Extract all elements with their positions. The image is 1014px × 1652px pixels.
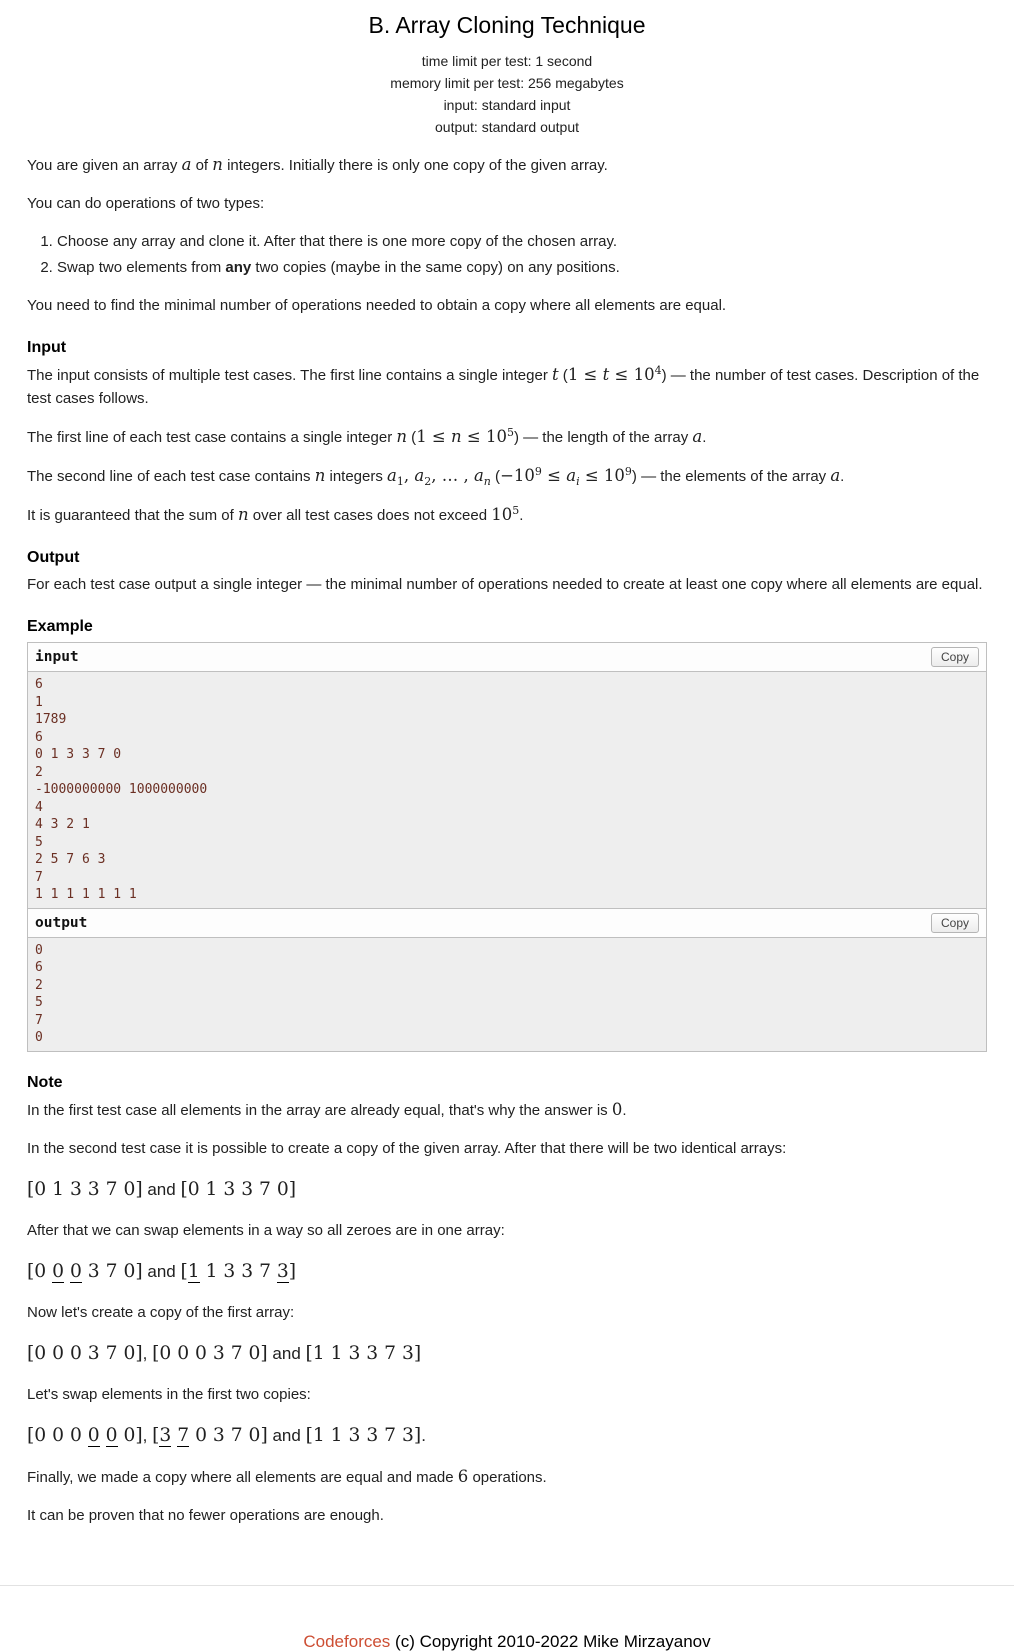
code-line: 2 5 7 6 3 xyxy=(35,852,106,867)
note-paragraph: In the first test case all elements in the array are already equal, that's why the answer is 0. xyxy=(27,1099,627,1119)
operation-item: 2. Swap two elements from any two copies (maybe in the same copy) on any positions. xyxy=(57,256,987,279)
code-line: 0 xyxy=(35,942,43,958)
example-section-title: Example xyxy=(27,618,93,635)
codeforces-link[interactable]: Codeforces xyxy=(303,1631,391,1651)
code-line: 4 3 2 1 xyxy=(35,817,90,832)
sample-output-header xyxy=(28,909,986,938)
sample-input-body xyxy=(28,672,986,909)
note-array-line: [0 1 3 3 7 0] and [0 1 3 3 7 0] xyxy=(27,1178,297,1200)
memory-limit: memory limit per test: 256 megabytes xyxy=(390,75,624,91)
note-paragraph: In the second test case it is possible to create a copy of the given array. After that there will be two identical arrays: xyxy=(27,1139,787,1157)
note-paragraph: Finally, we made a copy where all elements are equal and made 6 operations. xyxy=(27,1466,547,1486)
sample-output-label: output xyxy=(35,914,88,931)
code-line: 0 1 3 3 7 0 xyxy=(35,747,122,762)
footer xyxy=(0,1586,1014,1652)
footer-copyright-text: (c) Copyright 2010-2022 Mike Mirzayanov xyxy=(390,1631,711,1651)
output-spec-paragraph: For each test case output a single integer — the minimal number of operations needed to create at least one copy where all elements are equal. xyxy=(27,576,983,593)
code-line: 0 xyxy=(35,1030,43,1045)
statement-paragraph: You need to find the minimal number of operations needed to obtain a copy where all elements are equal. xyxy=(27,297,727,314)
code-line: 7 xyxy=(35,1012,43,1028)
code-line: 5 xyxy=(35,995,43,1010)
note-array-line: [0 0 0 0 0 0], [3 7 0 3 7 0] and [1 1 3 3 7 3]. xyxy=(27,1424,426,1446)
statement-paragraph: You are given an array a of n integers. Initially there is only one copy of the given array. xyxy=(27,155,608,174)
problem-title: B. Array Cloning Technique xyxy=(368,12,646,38)
note-array-line: [0 0 0 3 7 0], [0 0 0 3 7 0] and [1 1 3 3 7 3] xyxy=(27,1342,422,1364)
input-spec-paragraph: The input consists of multiple test cases. The first line contains a single integer t $(1 \le t \le 10^4)$ — the number of test cases. Description of the test cases follows. xyxy=(27,364,980,407)
code-line: 1 xyxy=(35,694,43,710)
code-line: -1000000000 1000000000 xyxy=(35,782,208,797)
output-file: output: standard output xyxy=(435,119,579,135)
note-section-title: Note xyxy=(27,1073,63,1091)
sample-output-body xyxy=(28,938,986,1051)
time-limit: time limit per test: 1 second xyxy=(421,53,593,69)
problem-statement xyxy=(0,12,1014,1527)
code-line: 5 xyxy=(35,834,43,850)
input-spec-paragraph: The first line of each test case contains a single integer n $(1 \le n \le 10^5)$ — the length of the array a. xyxy=(27,426,707,446)
code-line: 7 xyxy=(35,869,43,885)
code-line: 6 xyxy=(35,729,43,745)
input-spec-paragraph: It is guaranteed that the sum of n over all test cases does not exceed $10^5$. xyxy=(27,504,524,524)
note-paragraph: Let's swap elements in the first two copies: xyxy=(27,1385,311,1403)
code-line: 4 xyxy=(35,799,43,815)
input-spec-paragraph: The second line of each test case contains n integers $a_1$, $a_2$, … , $a_n$ $(-10^9 \le a_i \le 10^9)$ — the elements of the array a. xyxy=(27,465,845,488)
note-paragraph: It can be proven that no fewer operations are enough. xyxy=(27,1506,384,1524)
problem-limits xyxy=(27,50,987,138)
sample-tests xyxy=(27,642,987,1052)
sample-input-label: input xyxy=(35,649,79,665)
output-section-title: Output xyxy=(27,549,80,566)
code-line: 1789 xyxy=(35,712,67,727)
code-line: 2 xyxy=(35,977,43,993)
note-paragraph: After that we can swap elements in a way so all zeroes are in one array: xyxy=(27,1221,505,1239)
note-paragraph: Now let's create a copy of the first array: xyxy=(27,1303,295,1321)
copy-output-button[interactable]: Copy xyxy=(931,913,979,933)
note-array-line: [0 0 0 3 7 0] and [1 1 3 3 7 3] xyxy=(27,1260,297,1282)
code-line: 6 xyxy=(35,677,43,692)
input-section-title: Input xyxy=(27,339,67,356)
sample-input-header xyxy=(28,643,986,672)
code-line: 6 xyxy=(35,960,43,975)
copy-input-button[interactable]: Copy xyxy=(931,647,979,667)
code-line: 1 1 1 1 1 1 1 xyxy=(35,887,137,902)
code-line: 2 xyxy=(35,764,43,780)
operations-list xyxy=(27,230,987,279)
input-file: input: standard input xyxy=(443,97,571,113)
operation-item: 1. Choose any array and clone it. After that there is one more copy of the chosen array. xyxy=(57,230,987,253)
statement-paragraph: You can do operations of two types: xyxy=(27,195,265,212)
